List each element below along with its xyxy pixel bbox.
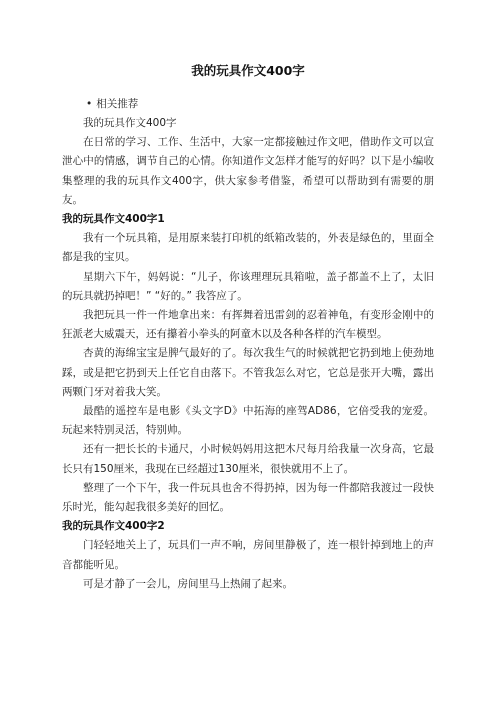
document-title: 我的玩具作文400字 [191, 63, 305, 78]
paragraph: 可是才静了一会儿，房间里马上热闹了起来。 [83, 577, 293, 590]
paragraph: 整理了一个下午，我一件玩具也舍不得扔掉，因为每一件都陪我渡过一段快乐时光，能勾起我很多美好的回忆。 [62, 481, 434, 514]
related-recommendations[interactable] [62, 96, 434, 113]
paragraph: 最酷的遥控车是电影《头文字D》中拓海的座驾AD86，它倍受我的宠爱。玩起来特别灵活，特别帅。 [62, 405, 434, 437]
paragraph: 星期六下午，妈妈说：“儿子，你该理理玩具箱啦，盖子都盖不上了，太旧的玩具就扔掉吧！” “好的。” 我答应了。 [62, 270, 434, 302]
paragraph: 杏黄的海绵宝宝是脾气最好的了。每次我生气的时候就把它扔到地上使劲地踩，或是把它扔到天上任它自由落下。不管我怎么对它，它总是张开大嘴，露出两颗门牙对着我大笑。 [62, 347, 434, 398]
paragraph: 我有一个玩具箱，是用原来装打印机的纸箱改装的，外表是绿色的，里面全都是我的宝贝。 [62, 232, 434, 264]
paragraph: 我把玩具一件一件地拿出来：有挥舞着迅雷剑的忍着神龟，有变形金刚中的狂派老大威震天，还有攥着小拳头的阿童木以及各种各样的汽车模型。 [62, 309, 434, 341]
related-label: 相关推荐 [96, 98, 139, 110]
bullet-icon: • [86, 98, 93, 110]
paragraph: 门轻轻地关上了，玩具们一声不响，房间里静极了，连一根针掉到地上的声音都能听见。 [62, 539, 434, 571]
intro-paragraph: 在日常的学习、工作、生活中，大家一定都接触过作文吧，借助作文可以宣泄心中的情感，调节自己的心情。你知道作文怎样才能写的好吗？以下是小编收集整理的我的玩具作文400字，供大家参考借鉴，希望可以帮助到有需要的朋友。 [62, 136, 434, 206]
section-heading-2: 我的玩具作文400字2 [62, 520, 165, 533]
subtitle: 我的玩具作文400字 [83, 117, 177, 129]
section-heading-1: 我的玩具作文400字1 [62, 213, 165, 226]
paragraph: 还有一把长长的卡通尺，小时候妈妈用这把木尺每月给我量一次身高，它最长只有150厘米，我现在已经超过130厘米，很快就用不上了。 [62, 443, 434, 475]
